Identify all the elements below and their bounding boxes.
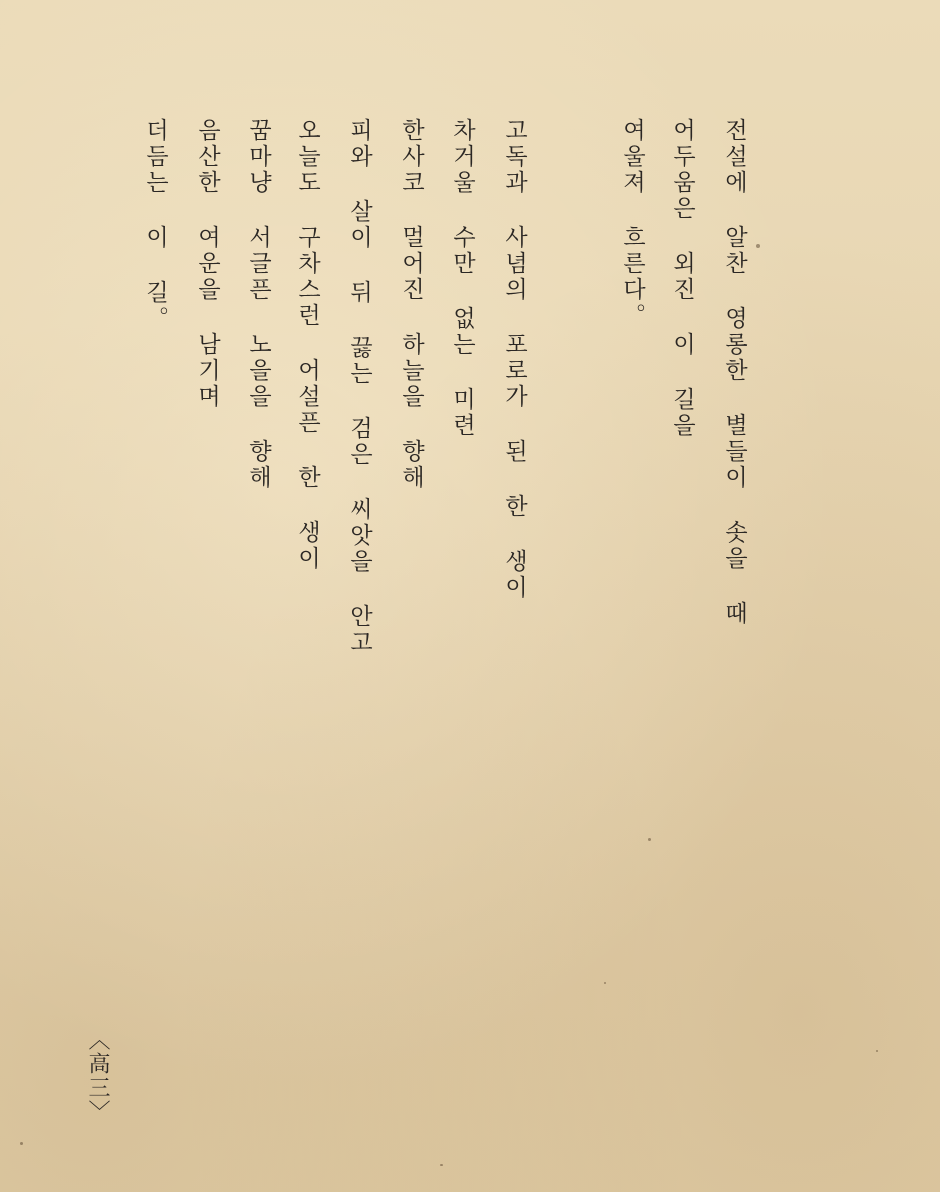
poem-line-8: 오늘도 구차스런 어설픈 한 생이 xyxy=(294,118,320,572)
poem-line-10: 음산한 여운을 남기며 xyxy=(194,118,220,410)
poem-line-3: 여울져 흐른다。 xyxy=(619,118,645,329)
paper-speck xyxy=(20,1142,23,1145)
poem-line-5: 차거울 수만 없는 미련 xyxy=(449,118,475,439)
poem-line-9: 꿈마냥 서글픈 노을을 향해 xyxy=(245,118,271,491)
paper-speck xyxy=(648,838,651,841)
paper-speck xyxy=(876,1050,878,1052)
poem-line-11: 더듬는 이 길。 xyxy=(142,118,168,332)
poem-line-7: 피와 살이 뒤 끓는 검은 씨앗을 안고 xyxy=(346,118,372,656)
poem-line-4: 고독과 사념의 포로가 된 한 생이 xyxy=(501,118,527,601)
page-number: 〈高三〉 xyxy=(85,1028,110,1124)
poem-line-6: 한사코 멀어진 하늘을 향해 xyxy=(398,118,424,491)
paper-speck xyxy=(440,1164,443,1166)
paper-speck xyxy=(604,982,606,984)
poem-line-1: 전설에 알찬 영롱한 별들이 솟을 때 xyxy=(721,118,747,627)
poem-line-2: 어두움은 외진 이 길을 xyxy=(669,118,695,439)
paper-speck xyxy=(756,244,760,248)
